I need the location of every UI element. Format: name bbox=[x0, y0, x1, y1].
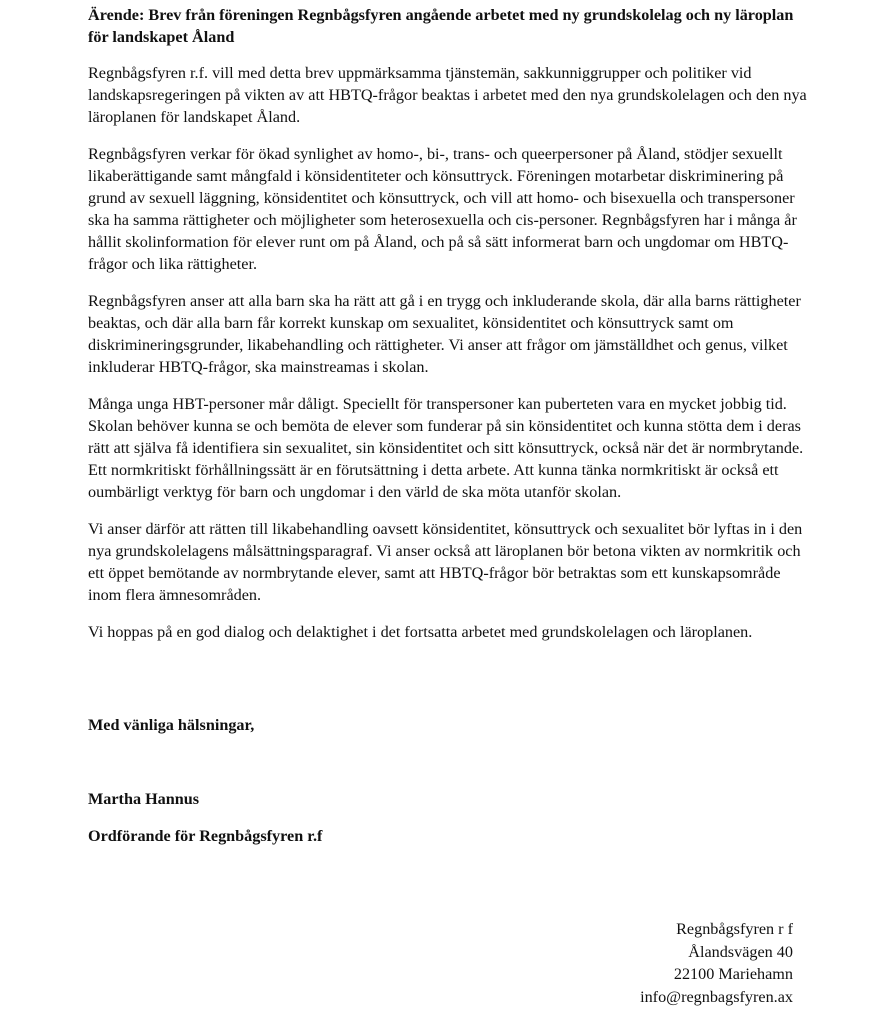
address-city: 22100 Mariehamn bbox=[673, 965, 793, 983]
paragraph-purpose: Regnbågsfyren r.f. vill med detta brev uppmärksamma tjänstemän, sakkunniggrupper och politiker vid landskapsregeringen på vikten av att HBTQ-frågor beaktas i arbetet med den nya grundskolelagen och den nya läroplanen för landskapet Åland. bbox=[88, 64, 807, 126]
address-street: Ålandsvägen 40 bbox=[688, 942, 793, 961]
signer-name: Martha Hannus bbox=[88, 790, 200, 808]
paragraph-proposal: Vi anser därför att rätten till likabehandling oavsett könsidentitet, könsuttryck och sexualitet bör lyftas in i den nya grundskolelagens målsättningsparagraf. Vi anser också att läroplanen bör betona vikten av normkritik och ett öppet bemötande av normbrytande elever, samt att HBTQ-frågor bör betraktas som ett kunskapsområde inom flera ämnesområden. bbox=[88, 520, 803, 604]
address-email: info@regnbagsfyren.ax bbox=[640, 987, 793, 1006]
letter-body bbox=[88, 4, 808, 658]
paragraph-safe-school: Regnbågsfyren anser att alla barn ska ha rätt att gå i en trygg och inkluderande skola, där alla barns rättigheter beaktas, och där alla barn får korrekt kunskap om sexualitet, könsidentitet och könsuttryck samt om diskrimineringsgrunder, likabehandling och rättigheter. Vi anser att frågor om jämställdhet och genus, vilket inkluderar HBTQ-frågor, ska mainstreamas i skolan. bbox=[88, 292, 801, 376]
paragraph-dialog: Vi hoppas på en god dialog och delaktighet i det fortsatta arbetet med grundskolelagen och läroplanen. bbox=[88, 623, 753, 641]
sender-address bbox=[640, 918, 793, 1008]
letter-subject: Ärende: Brev från föreningen Regnbågsfyren angående arbetet med ny grundskolelag och ny läroplan för landskapet Åland bbox=[88, 6, 794, 46]
paragraph-young-hbt: Många unga HBT-personer mår dåligt. Speciellt för transpersoner kan puberteten vara en mycket jobbig tid. Skolan behöver kunna se och bemöta de elever som funderar på sin könsidentitet och kunna stötta dem i deras rätt att själva få identifiera sin sexualitet, sin könsidentitet och sitt könsuttryck, också när det är normbrytande. Ett normkritiskt förhållningssätt är en förutsättning i detta arbete. Att kunna tänka normkritiskt är också ett oumbärligt verktyg för barn och ungdomar i den värld de ska möta utanför skolan. bbox=[88, 395, 804, 501]
paragraph-about-organization: Regnbågsfyren verkar för ökad synlighet av homo-, bi-, trans- och queerpersoner på Åland, stödjer sexuellt likaberättigande samt mångfald i könsidentiteter och könsuttryck. Föreningen motarbetar diskriminering på grund av sexuell läggning, könsidentitet och könsuttryck, och vill att homo- och bisexuella och transpersoner ska ha samma rättigheter och möjligheter som heterosexuella och cis-personer. Regnbågsfyren har i många år hållit skolinformation för elever runt om på Åland, och på så sätt informerat barn och ungdomar om HBTQ-frågor och lika rättigheter. bbox=[88, 145, 797, 273]
address-org: Regnbågsfyren r f bbox=[676, 920, 793, 938]
signer-title: Ordförande för Regnbågsfyren r.f bbox=[88, 827, 323, 845]
closing-greeting: Med vänliga hälsningar, bbox=[88, 716, 255, 734]
